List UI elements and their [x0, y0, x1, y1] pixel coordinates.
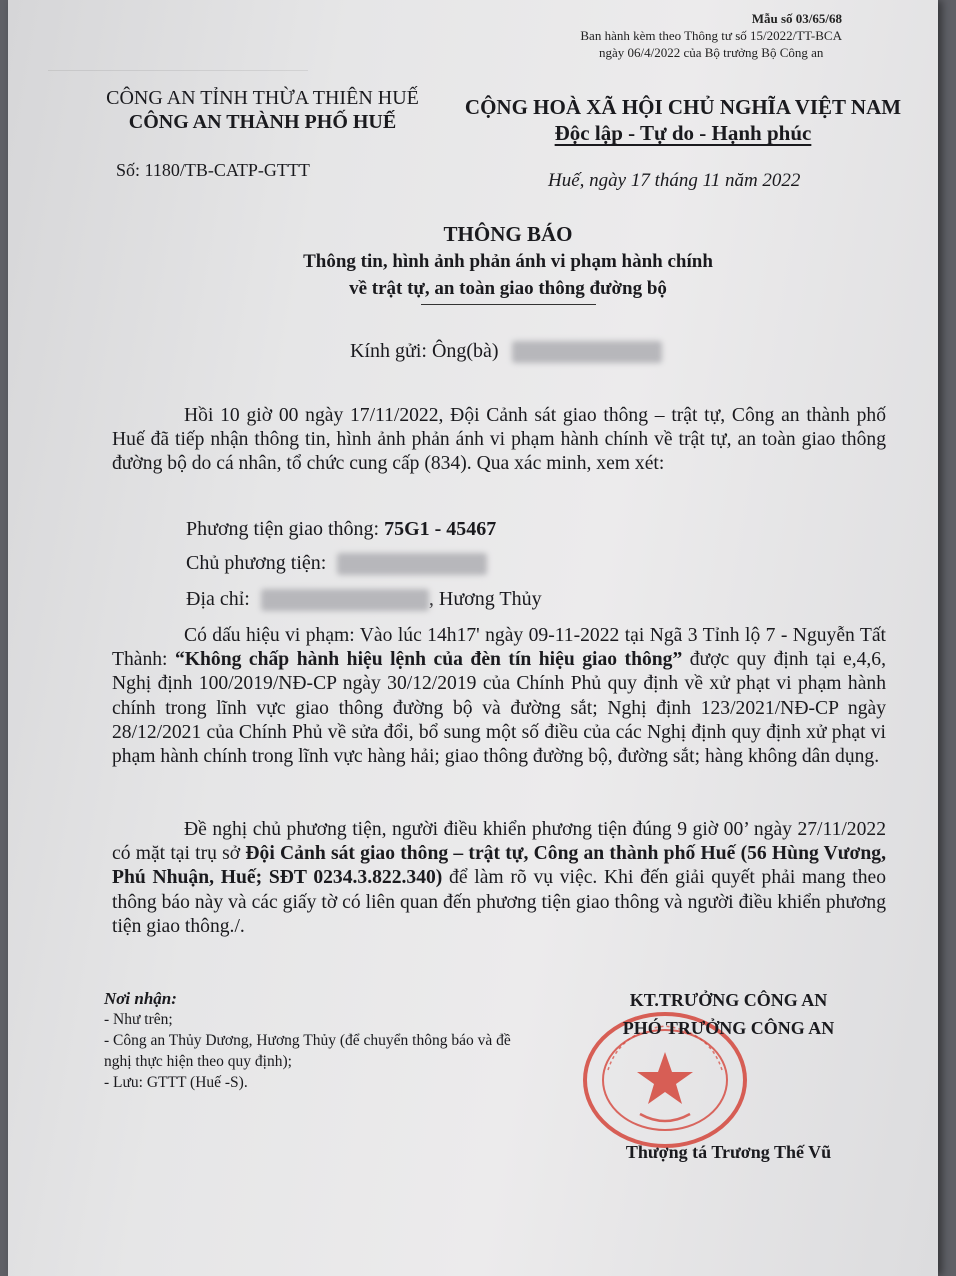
recipient-item-3: - Lưu: GTTT (Huế -S).	[104, 1074, 248, 1091]
form-line-1: Ban hành kèm theo Thông tư số 15/2022/TT-BCA	[580, 28, 842, 43]
paragraph-2	[112, 624, 886, 769]
owner-line	[186, 552, 487, 575]
signature-block	[586, 986, 871, 1042]
summons-instructions: để làm rõ vụ việc. Khi đến giải quyết phải mang theo thông báo này và các giấy tờ có liên quan đến phương tiện giao thông và người điều khiển phương tiện giao thông./.	[112, 867, 886, 937]
signature-title-1: KT.TRƯỞNG CÔNG AN	[629, 990, 828, 1010]
state-motto: Độc lập - Tự do - Hạnh phúc	[554, 121, 812, 145]
vehicle-plate: 75G1 - 45467	[384, 518, 497, 540]
agency-name: CÔNG AN THÀNH PHỐ HUẾ	[128, 111, 397, 133]
recipients-block	[104, 988, 534, 1093]
address-district: , Hương Thủy	[428, 588, 542, 610]
signer-name: Thượng tá Trương Thế Vũ	[625, 1142, 832, 1162]
paragraph-3	[112, 818, 886, 939]
violation-description: “Không chấp hành hiệu lệnh của đèn tín hiệu giao thông”	[175, 649, 683, 671]
greeting-label: Kính gửi: Ông(bà)	[350, 340, 499, 362]
redacted-owner-name	[337, 553, 487, 575]
paragraph-2-text	[112, 624, 886, 769]
document-date: Huế, ngày 17 tháng 11 năm 2022	[548, 170, 801, 191]
agency-parent: CÔNG AN TỈNH THỪA THIÊN HUẾ	[106, 87, 419, 109]
document-page	[8, 0, 938, 1276]
owner-label: Chủ phương tiện:	[186, 552, 327, 574]
summons-intro: Đề nghị chủ phương tiện, người điều khiển phương tiện đúng 9 giờ 00’ ngày 27/11/2022 có mặt tại trụ sở	[112, 819, 886, 865]
address-label: Địa chỉ:	[186, 588, 250, 610]
document-subtitle-2: về trật tự, an toàn giao thông đường bộ	[349, 278, 667, 299]
document-title: THÔNG BÁO	[443, 222, 573, 246]
agency-header	[90, 86, 435, 134]
violation-intro: Có dấu hiệu vi phạm: Vào lúc 14h17' ngày 09-11-2022 tại Ngã 3 Tỉnh lộ 7 - Nguyễn Tất Thành:	[112, 625, 886, 671]
title-underline	[421, 304, 596, 305]
signature-title-2: PHÓ TRƯỞNG CÔNG AN	[622, 1018, 835, 1038]
violation-legal-basis: được quy định tại e,4,6, Nghị định 100/2019/NĐ-CP ngày 30/12/2019 của Chính Phủ quy định về xử phạt vi phạm hành chính trong lĩnh vực giao thông đường bộ và đường sắt; Nghị định 123/2021/NĐ-CP ngày 28/12/2021 của Chính Phủ về sửa đổi, bổ sung một số điều của các Nghị định quy định xử phạt vi phạm hành chính trong lĩnh vực hàng hải; giao thông đường bộ, đường sắt; hàng không dân dụng.	[112, 649, 886, 768]
paragraph-3-text	[112, 818, 886, 939]
vehicle-line	[186, 518, 496, 541]
redacted-address	[261, 589, 429, 611]
state-header	[463, 94, 903, 146]
recipient-item-1: - Như trên;	[104, 1011, 173, 1028]
document-subtitle-1: Thông tin, hình ảnh phản ánh vi phạm hành chính	[303, 251, 713, 272]
form-line-2: ngày 06/4/2022 của Bộ trưởng Bộ Công an	[598, 45, 824, 60]
form-reference	[580, 10, 842, 61]
form-code: Mẫu số 03/65/68	[751, 11, 842, 26]
address-line	[186, 588, 542, 611]
document-number: Số: 1180/TB-CATP-GTTT	[116, 160, 310, 180]
recipients-heading: Nơi nhận:	[104, 989, 177, 1008]
greeting	[350, 340, 662, 363]
recipient-item-2: - Công an Thủy Dương, Hương Thủy (để chuyển thông báo và đề nghị thực hiện theo quy định);	[104, 1032, 511, 1070]
redacted-recipient-name	[512, 341, 662, 363]
state-name: CỘNG HOÀ XÃ HỘI CHỦ NGHĨA VIỆT NAM	[464, 95, 902, 119]
paragraph-1	[112, 404, 886, 477]
paragraph-1-text: Hồi 10 giờ 00 ngày 17/11/2022, Đội Cảnh sát giao thông – trật tự, Công an thành phố Huế đã tiếp nhận thông tin, hình ảnh phản ánh vi phạm hành chính về trật tự, an toàn giao thông đường bộ do cá nhân, tổ chức cung cấp (834). Qua xác minh, xem xét:	[112, 405, 886, 475]
paper-fold	[48, 0, 308, 71]
title-block	[188, 220, 828, 305]
summons-location: Đội Cảnh sát giao thông – trật tự, Công an thành phố Huế (56 Hùng Vương, Phú Nhuận, Huế; SĐT 0234.3.822.340)	[112, 843, 886, 889]
vehicle-label: Phương tiện giao thông:	[186, 518, 380, 540]
